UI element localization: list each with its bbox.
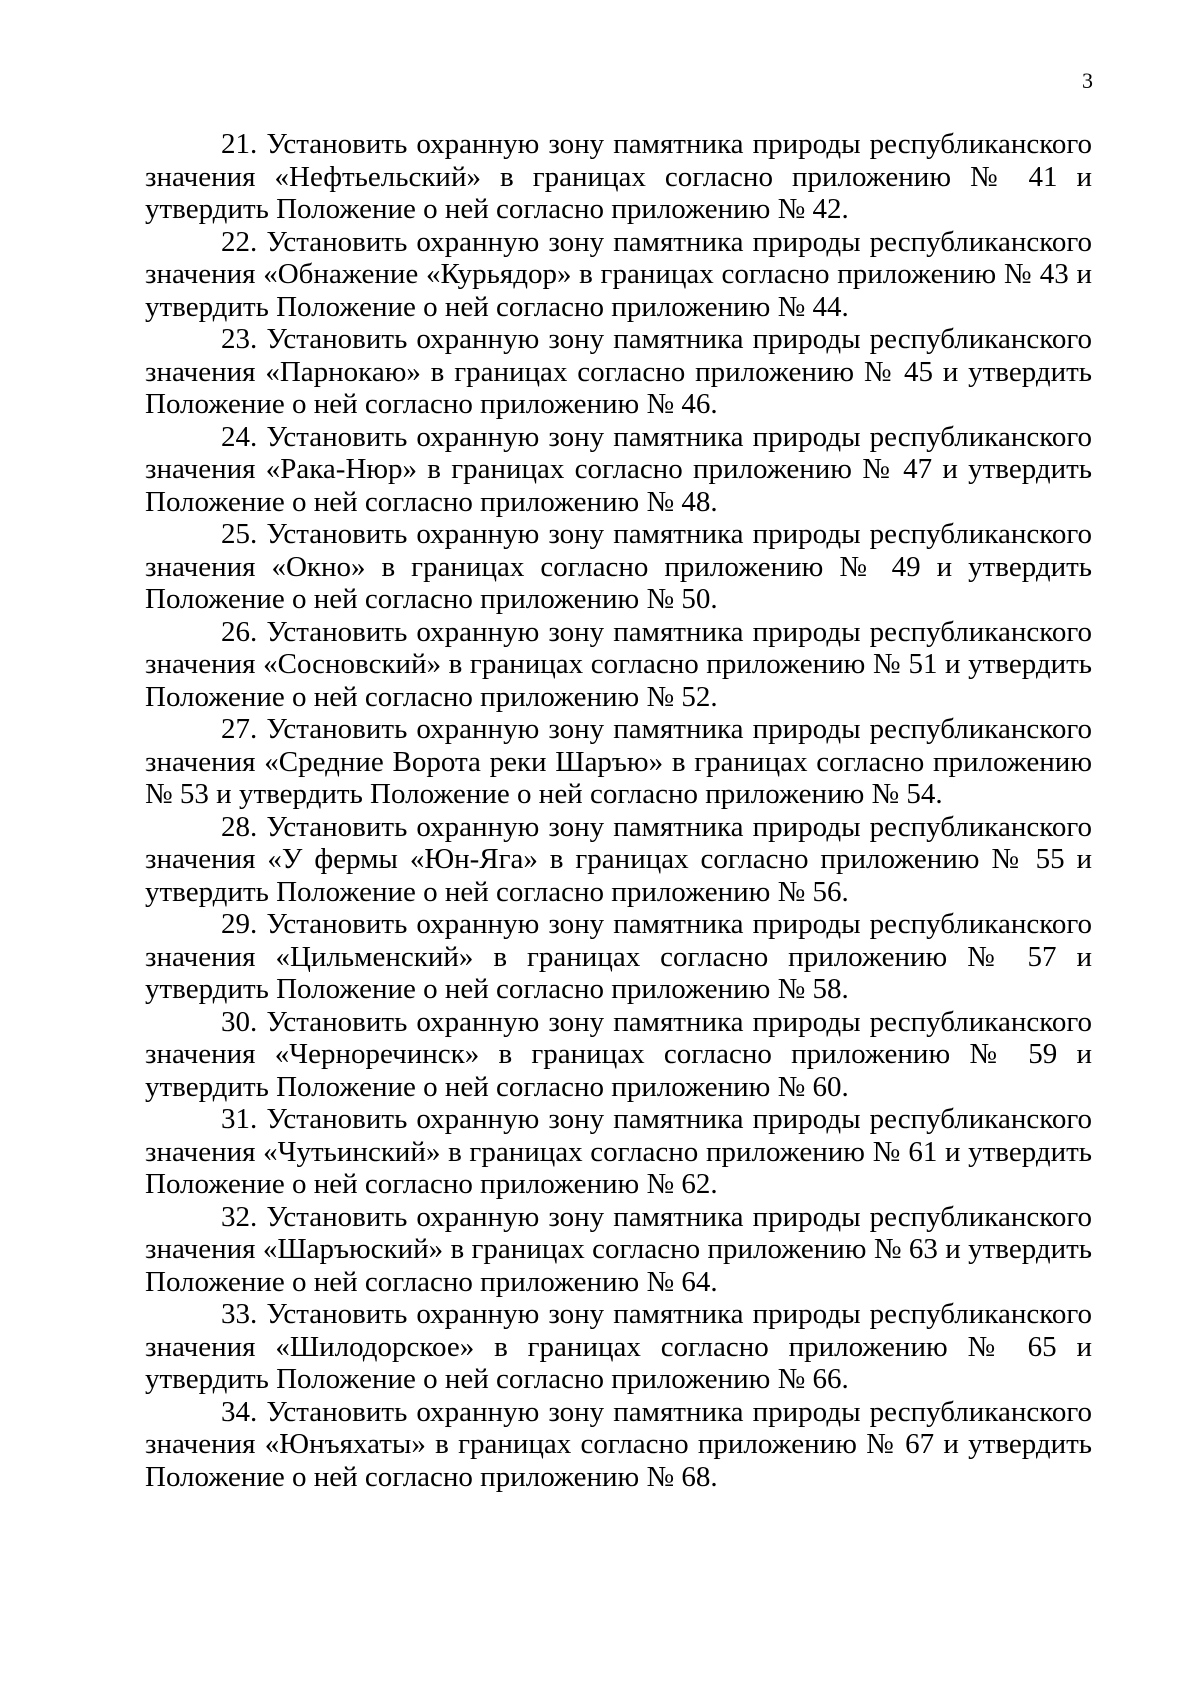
paragraph-32: 32. Установить охранную зону памятника природы республиканского значения «Шаръюский» в границах согласно приложению № 63 и утвердить Положение о ней согласно приложению № 64. xyxy=(145,1200,1092,1298)
paragraph-30: 30. Установить охранную зону памятника природы республиканского значения «Черноречинск» в границах согласно приложению № 59 и утвердить Положение о ней согласно приложению № 60. xyxy=(145,1005,1092,1103)
paragraph-34: 34. Установить охранную зону памятника природы республиканского значения «Юнъяхаты» в границах согласно приложению № 67 и утвердить Положение о ней согласно приложению № 68. xyxy=(145,1395,1092,1493)
paragraph-28: 28. Установить охранную зону памятника природы республиканского значения «У фермы «Юн-Яга» в границах согласно приложению № 55 и утвердить Положение о ней согласно приложению № 56. xyxy=(145,810,1092,908)
paragraph-33: 33. Установить охранную зону памятника природы республиканского значения «Шилодорское» в границах согласно приложению № 65 и утвердить Положение о ней согласно приложению № 66. xyxy=(145,1298,1092,1395)
paragraph-29: 29. Установить охранную зону памятника природы республиканского значения «Цильменский» в границах согласно приложению № 57 и утвердить Положение о ней согласно приложению № 58. xyxy=(145,908,1092,1005)
paragraph-22: 22. Установить охранную зону памятника природы республиканского значения «Обнажение «Курьядор» в границах согласно приложению № 43 и утвердить Положение о ней согласно приложению № 44. xyxy=(145,225,1092,323)
paragraph-27: 27. Установить охранную зону памятника природы республиканского значения «Средние Ворота реки Шаръю» в границах согласно приложению № 53 и утвердить Положение о ней согласно приложению № 54. xyxy=(145,713,1092,810)
paragraph-23: 23. Установить охранную зону памятника природы республиканского значения «Парнокаю» в границах согласно приложению № 45 и утвердить Положение о ней согласно приложению № 46. xyxy=(145,323,1092,420)
paragraph-24: 24. Установить охранную зону памятника природы республиканского значения «Рака-Нюр» в границах согласно приложению № 47 и утвердить Положение о ней согласно приложению № 48. xyxy=(145,420,1092,518)
document-body xyxy=(145,128,1092,1493)
paragraph-31: 31. Установить охранную зону памятника природы республиканского значения «Чутьинский» в границах согласно приложению № 61 и утвердить Положение о ней согласно приложению № 62. xyxy=(145,1103,1092,1200)
paragraph-21: 21. Установить охранную зону памятника природы республиканского значения «Нефтьельский» в границах согласно приложению № 41 и утвердить Положение о ней согласно приложению № 42. xyxy=(145,128,1092,225)
page-number: 3 xyxy=(1082,68,1093,93)
paragraph-25: 25. Установить охранную зону памятника природы республиканского значения «Окно» в границах согласно приложению № 49 и утвердить Положение о ней согласно приложению № 50. xyxy=(145,518,1092,615)
paragraph-26: 26. Установить охранную зону памятника природы республиканского значения «Сосновский» в границах согласно приложению № 51 и утвердить Положение о ней согласно приложению № 52. xyxy=(145,615,1092,713)
